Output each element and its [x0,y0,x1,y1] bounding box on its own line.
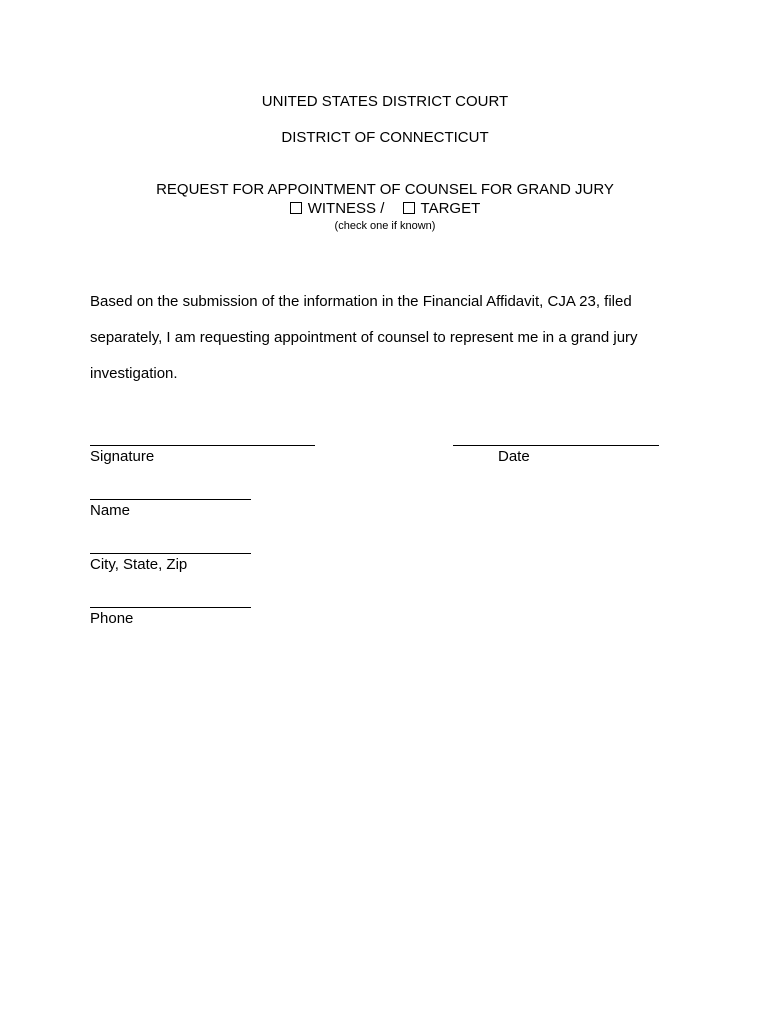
target-checkbox-icon[interactable] [403,202,415,214]
target-option[interactable] [403,200,481,218]
court-title: UNITED STATES DISTRICT COURT [261,93,509,110]
phone-line[interactable] [90,607,251,608]
phone-label: Phone [90,610,134,627]
request-paragraph: Based on the submission of the information in the Financial Affidavit, CJA 23, filed separately, I am requesting appointment of counsel to represent me in a grand jury investigation. [90,293,638,382]
witness-label: WITNESS / [307,200,385,217]
witness-checkbox-icon[interactable] [290,202,302,214]
witness-option[interactable] [290,200,385,218]
check-hint: (check one if known) [334,220,436,232]
date-line[interactable] [453,445,659,446]
district-title: DISTRICT OF CONNECTICUT [281,129,489,146]
city-state-zip-label: City, State, Zip [90,556,188,573]
date-label: Date [498,448,530,465]
name-line[interactable] [90,499,251,500]
target-label: TARGET [420,200,481,217]
signature-label: Signature [90,448,155,465]
name-label: Name [90,502,131,519]
city-state-zip-line[interactable] [90,553,251,554]
request-title: REQUEST FOR APPOINTMENT OF COUNSEL FOR GRAND JURY [156,181,614,198]
party-type-options [0,200,770,218]
signature-line[interactable] [90,445,315,446]
